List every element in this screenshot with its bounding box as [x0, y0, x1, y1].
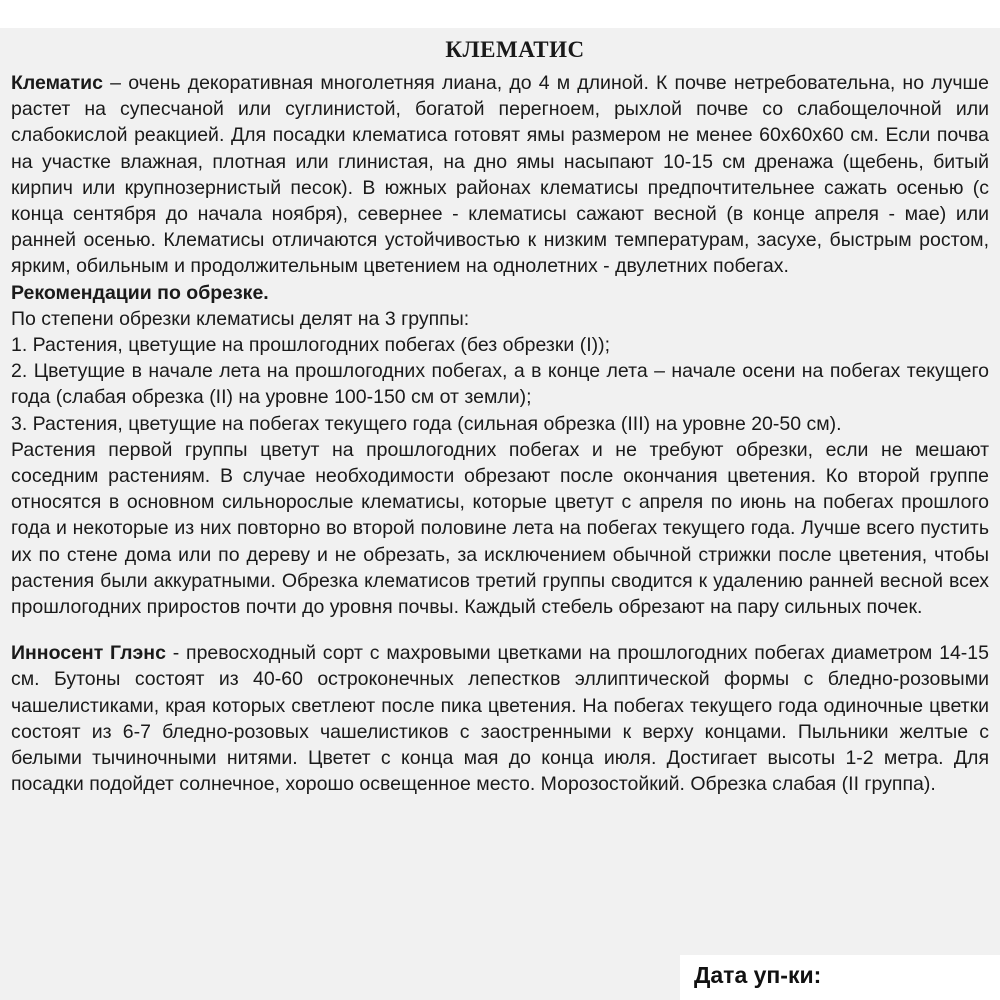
variety-paragraph: [11, 640, 989, 797]
variety-text: - превосходный сорт с махровыми цветками на прошлогодних побегах диаметром 14-15 см. Бутоны состоят из 40-60 остроконечных лепестков эллиптической формы с бледно-розовыми чашелистиками, края которых светлеют после пика цветения. На побегах текущего года одиночные цветки состоят из 6-7 бледно-розовых чашелистиков с заостренными к верху концами. Пыльники желтые с белыми тычиночными нитями. Цветет с конца мая до конца июля. Достигает высоты 1-2 метра. Для посадки подойдет солнечное, хорошо освещенное место. Морозостойкий. Обрезка слабая (II группа).: [11, 642, 989, 796]
pruning-group-3: 3. Растения, цветущие на побегах текущего года (сильная обрезка (III) на уровне 20-50 см).: [11, 412, 842, 435]
packing-date-sticker: [680, 955, 1000, 1000]
intro-text: – очень декоративная многолетняя лиана, до 4 м длиной. К почве нетребовательна, но лучше растет на супесчаной или суглинистой, богатой перегноем, рыхлой почве со слабощелочной или слабокислой реакцией. Для посадки клематиса готовят ямы размером не менее 60х60х60 см. Если почва на участке влажная, плотная или глинистая, на дно ямы насыпают 10-15 см дренажа (щебень, битый кирпич или крупнозернистый песок). В южных районах клематисы предпочтительнее сажать осенью (с конца сентября до начала ноября), севернее - клематисы сажают весной (в конце апреля - мае) или ранней осенью. Клематисы отличаются устойчивостью к низким температурам, засухе, быстрым ростом, ярким, обильным и продолжительным цветением на однолетних - двулетних побегах.: [11, 72, 989, 278]
pruning-lead: По степени обрезки клематисы делят на 3 группы:: [11, 307, 470, 330]
label-title: КЛЕМАТИС: [445, 37, 585, 62]
pruning-heading: Рекомендации по обрезке.: [11, 281, 269, 304]
label-text-block: [11, 34, 989, 797]
top-margin: [0, 0, 1000, 28]
intro-term: Клематис: [11, 72, 104, 94]
packing-date-label: Дата уп-ки:: [694, 962, 822, 988]
pruning-group-1: 1. Растения, цветущие на прошлогодних побегах (без обрезки (I));: [11, 334, 611, 357]
intro-paragraph: [11, 70, 989, 280]
section-gap: [11, 620, 989, 640]
variety-term: Инносент Глэнс: [11, 642, 166, 665]
pruning-group-2: 2. Цветущие в начале лета на прошлогодних побегах, а в конце лета – начале осени на побегах текущего года (слабая обрезка (II) на уровне 100-150 см от земли);: [11, 360, 989, 409]
pruning-paragraph: Растения первой группы цветут на прошлогодних побегах и не требуют обрезки, если не мешают соседним растениям. В случае необходимости обрезают после окончания цветения. Ко второй группе относятся в основном сильнорослые клематисы, которые цветут с апреля по июнь на побегах прошлого года и некоторые из них повторно во второй половине лета на побегах текущего года. Лучше всего пустить их по стене дома или по дереву и не обрезать, за исключением обычной стрижки после цветения, чтобы растения были аккуратными. Обрезка клематисов третий группы сводится к удалению ранней весной всех прошлогодних приростов почти до уровня почвы. Каждый стебель обрезают на пару сильных почек.: [11, 438, 989, 619]
